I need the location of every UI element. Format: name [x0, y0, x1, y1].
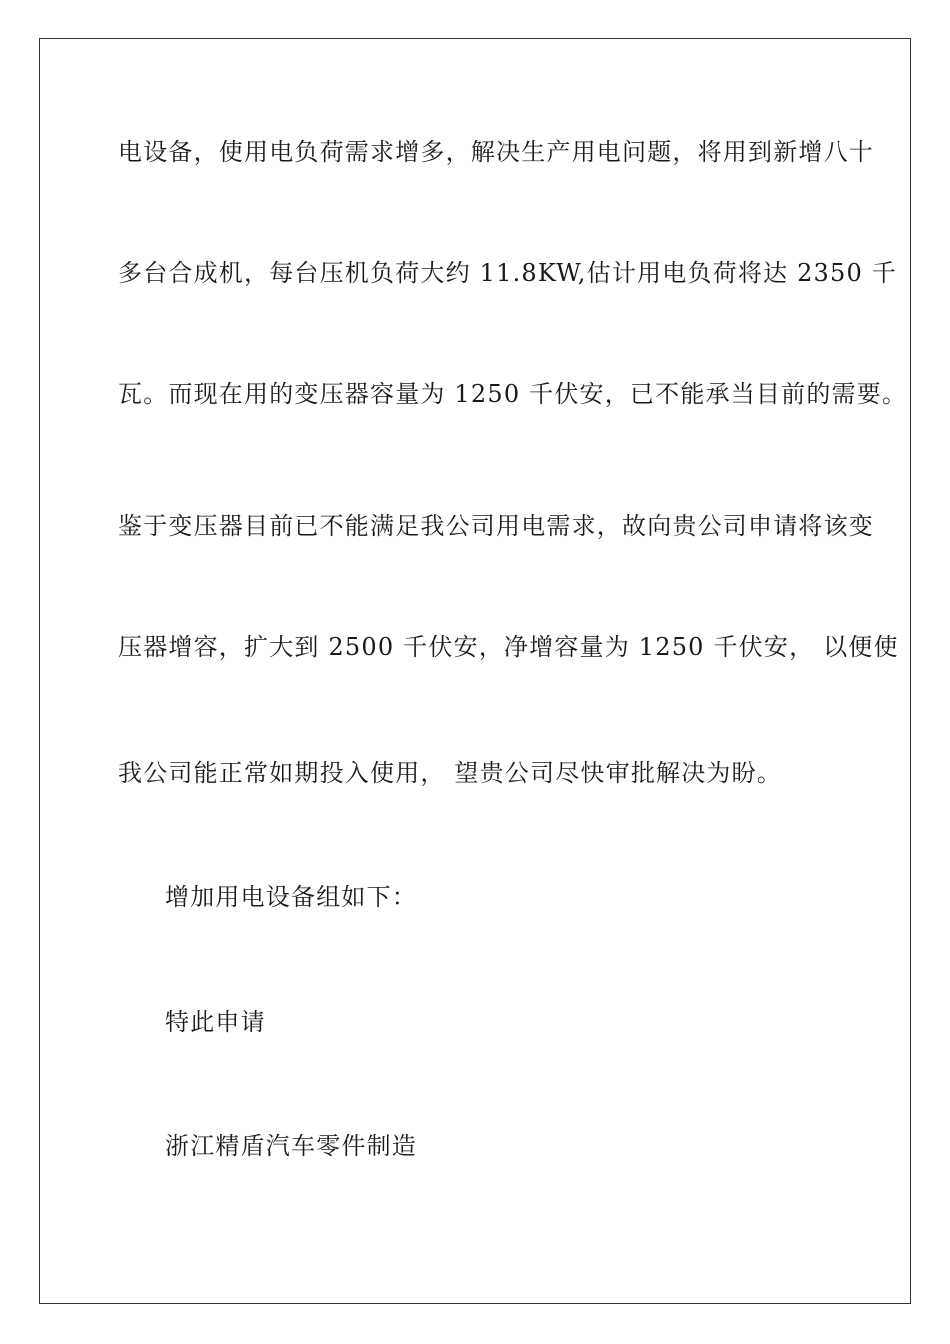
paragraph-line-2: 多台合成机，每台压机负荷大约 11.8KW,估计用电负荷将达 2350 千 — [118, 259, 897, 287]
paragraph-line-4: 鉴于变压器目前已不能满足我公司用电需求，故向贵公司申请将该变 — [118, 512, 874, 540]
document-page — [39, 38, 911, 1304]
paragraph-line-5: 压器增容，扩大到 2500 千伏安，净增容量为 1250 千伏安， 以便使 — [118, 633, 899, 661]
paragraph-line-3: 瓦。而现在用的变压器容量为 1250 千伏安，已不能承当目前的需要。 — [118, 380, 908, 408]
equipment-intro: 增加用电设备组如下： — [165, 883, 417, 911]
paragraph-line-1: 电设备，使用电负荷需求增多，解决生产用电问题，将用到新增八十 — [118, 138, 874, 166]
company-signature: 浙江精盾汽车零件制造 — [165, 1132, 417, 1160]
paragraph-line-6: 我公司能正常如期投入使用， 望贵公司尽快审批解决为盼。 — [118, 759, 783, 787]
closing-text: 特此申请 — [165, 1008, 266, 1036]
